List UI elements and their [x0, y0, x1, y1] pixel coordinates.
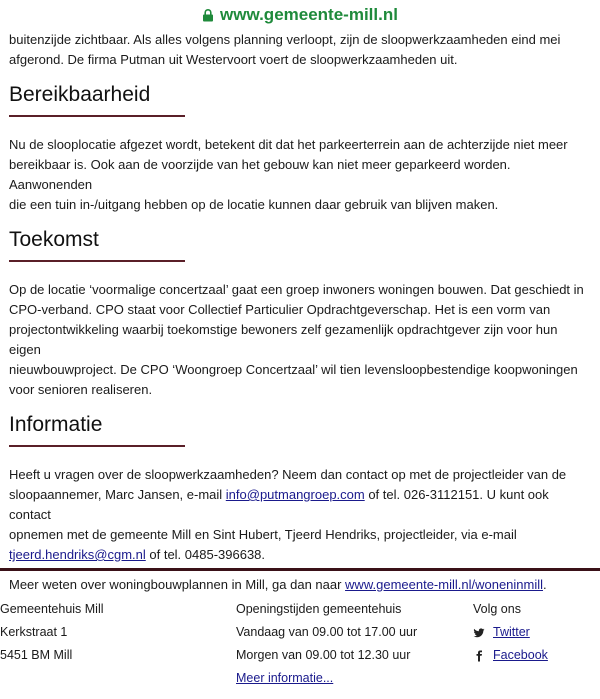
footer-address	[0, 598, 104, 667]
twitter-link[interactable]: Twitter	[493, 625, 530, 639]
facebook-link-row[interactable]	[473, 644, 548, 667]
intro-line: buitenzijde zichtbaar. Als alles volgens planning verloopt, zijn de sloopwerkzaamheden eind mei	[9, 32, 561, 47]
twitter-link-row[interactable]	[473, 621, 548, 644]
heading-underline	[9, 115, 185, 117]
toekomst-paragraph: Op de locatie ‘voormalige concertzaal’ gaat een groep inwoners woningen bouwen. Dat geschiedt in CPO-verband. CPO staat voor Collectief Particulier Opdrachtgeverschap. Het is een vorm van projectontwikkeling waarbij toekomstige bewoners zelf gezamenlijk opdrachtgever zijn voor hun eigen nieuwbouwproject. De CPO ‘Woongroep Concertzaal’ wil tien levensloopbestendige koopwoningen voor senioren realiseren.	[9, 282, 584, 397]
footer-hours-today: Vandaag van 09.00 tot 17.00 uur	[236, 625, 418, 639]
footer-address-street: Kerkstraat 1	[0, 625, 68, 639]
footer-address-postal: 5451 BM Mill	[0, 648, 73, 662]
footer-social-title: Volg ons	[473, 602, 521, 616]
heading-toekomst: Toekomst	[9, 228, 99, 251]
footer-divider	[0, 568, 600, 571]
footer-hours-tomorrow: Morgen van 09.00 tot 12.30 uur	[236, 648, 411, 662]
address-bar[interactable]	[0, 0, 600, 30]
heading-bereikbaarheid: Bereikbaarheid	[9, 83, 151, 106]
meer-weten-paragraph: Meer weten over woningbouwplannen in Mill, ga dan naar www.gemeente-mill.nl/woneninmill.	[9, 577, 547, 592]
woneninmill-link[interactable]: www.gemeente-mill.nl/woneninmill	[345, 577, 544, 592]
lock-icon	[202, 9, 214, 22]
footer-social	[473, 598, 548, 667]
meer-informatie-link[interactable]: Meer informatie...	[236, 671, 334, 685]
heading-underline	[9, 445, 185, 447]
url-text[interactable]: www.gemeente-mill.nl	[220, 5, 398, 24]
informatie-paragraph: Heeft u vragen over de sloopwerkzaamheden? Neem dan contact op met de projectleider van de sloopaannemer, Marc Jansen, e-mail info@putmangroep.com of tel. 026-3112151. U kunt ook contact opnemen met de gemeente Mill en Sint Hubert, Tjeerd Hendriks, projectleider, via e-mail tjeerd.hendriks@cgm.nl of tel. 0485-396638.	[9, 467, 567, 562]
heading-underline	[9, 260, 185, 262]
heading-informatie: Informatie	[9, 413, 103, 436]
intro-line: afgerond. De firma Putman uit Westervoort voert de sloopwerkzaamheden uit.	[9, 52, 458, 67]
email-link-putman[interactable]: info@putmangroep.com	[225, 487, 365, 502]
facebook-icon	[473, 650, 485, 662]
email-link-hendriks[interactable]: tjeerd.hendriks@cgm.nl	[9, 547, 146, 562]
bereikbaarheid-paragraph: Nu de slooplocatie afgezet wordt, betekent dit dat het parkeerterrein aan de achterzijde niet meer bereikbaar is. Ook aan de voorzijde van het gebouw kan niet meer geparkeerd worden. Aanwonenden die een tuin in-/uitgang hebben op de locatie kunnen daar gebruik van blijven maken.	[9, 137, 568, 212]
twitter-icon	[473, 627, 485, 639]
footer-hours	[236, 598, 417, 690]
footer-hours-title: Openingstijden gemeentehuis	[236, 602, 402, 616]
article-content	[9, 28, 589, 595]
facebook-link[interactable]: Facebook	[493, 648, 548, 662]
intro-paragraph	[9, 30, 589, 70]
footer-address-title: Gemeentehuis Mill	[0, 602, 104, 616]
